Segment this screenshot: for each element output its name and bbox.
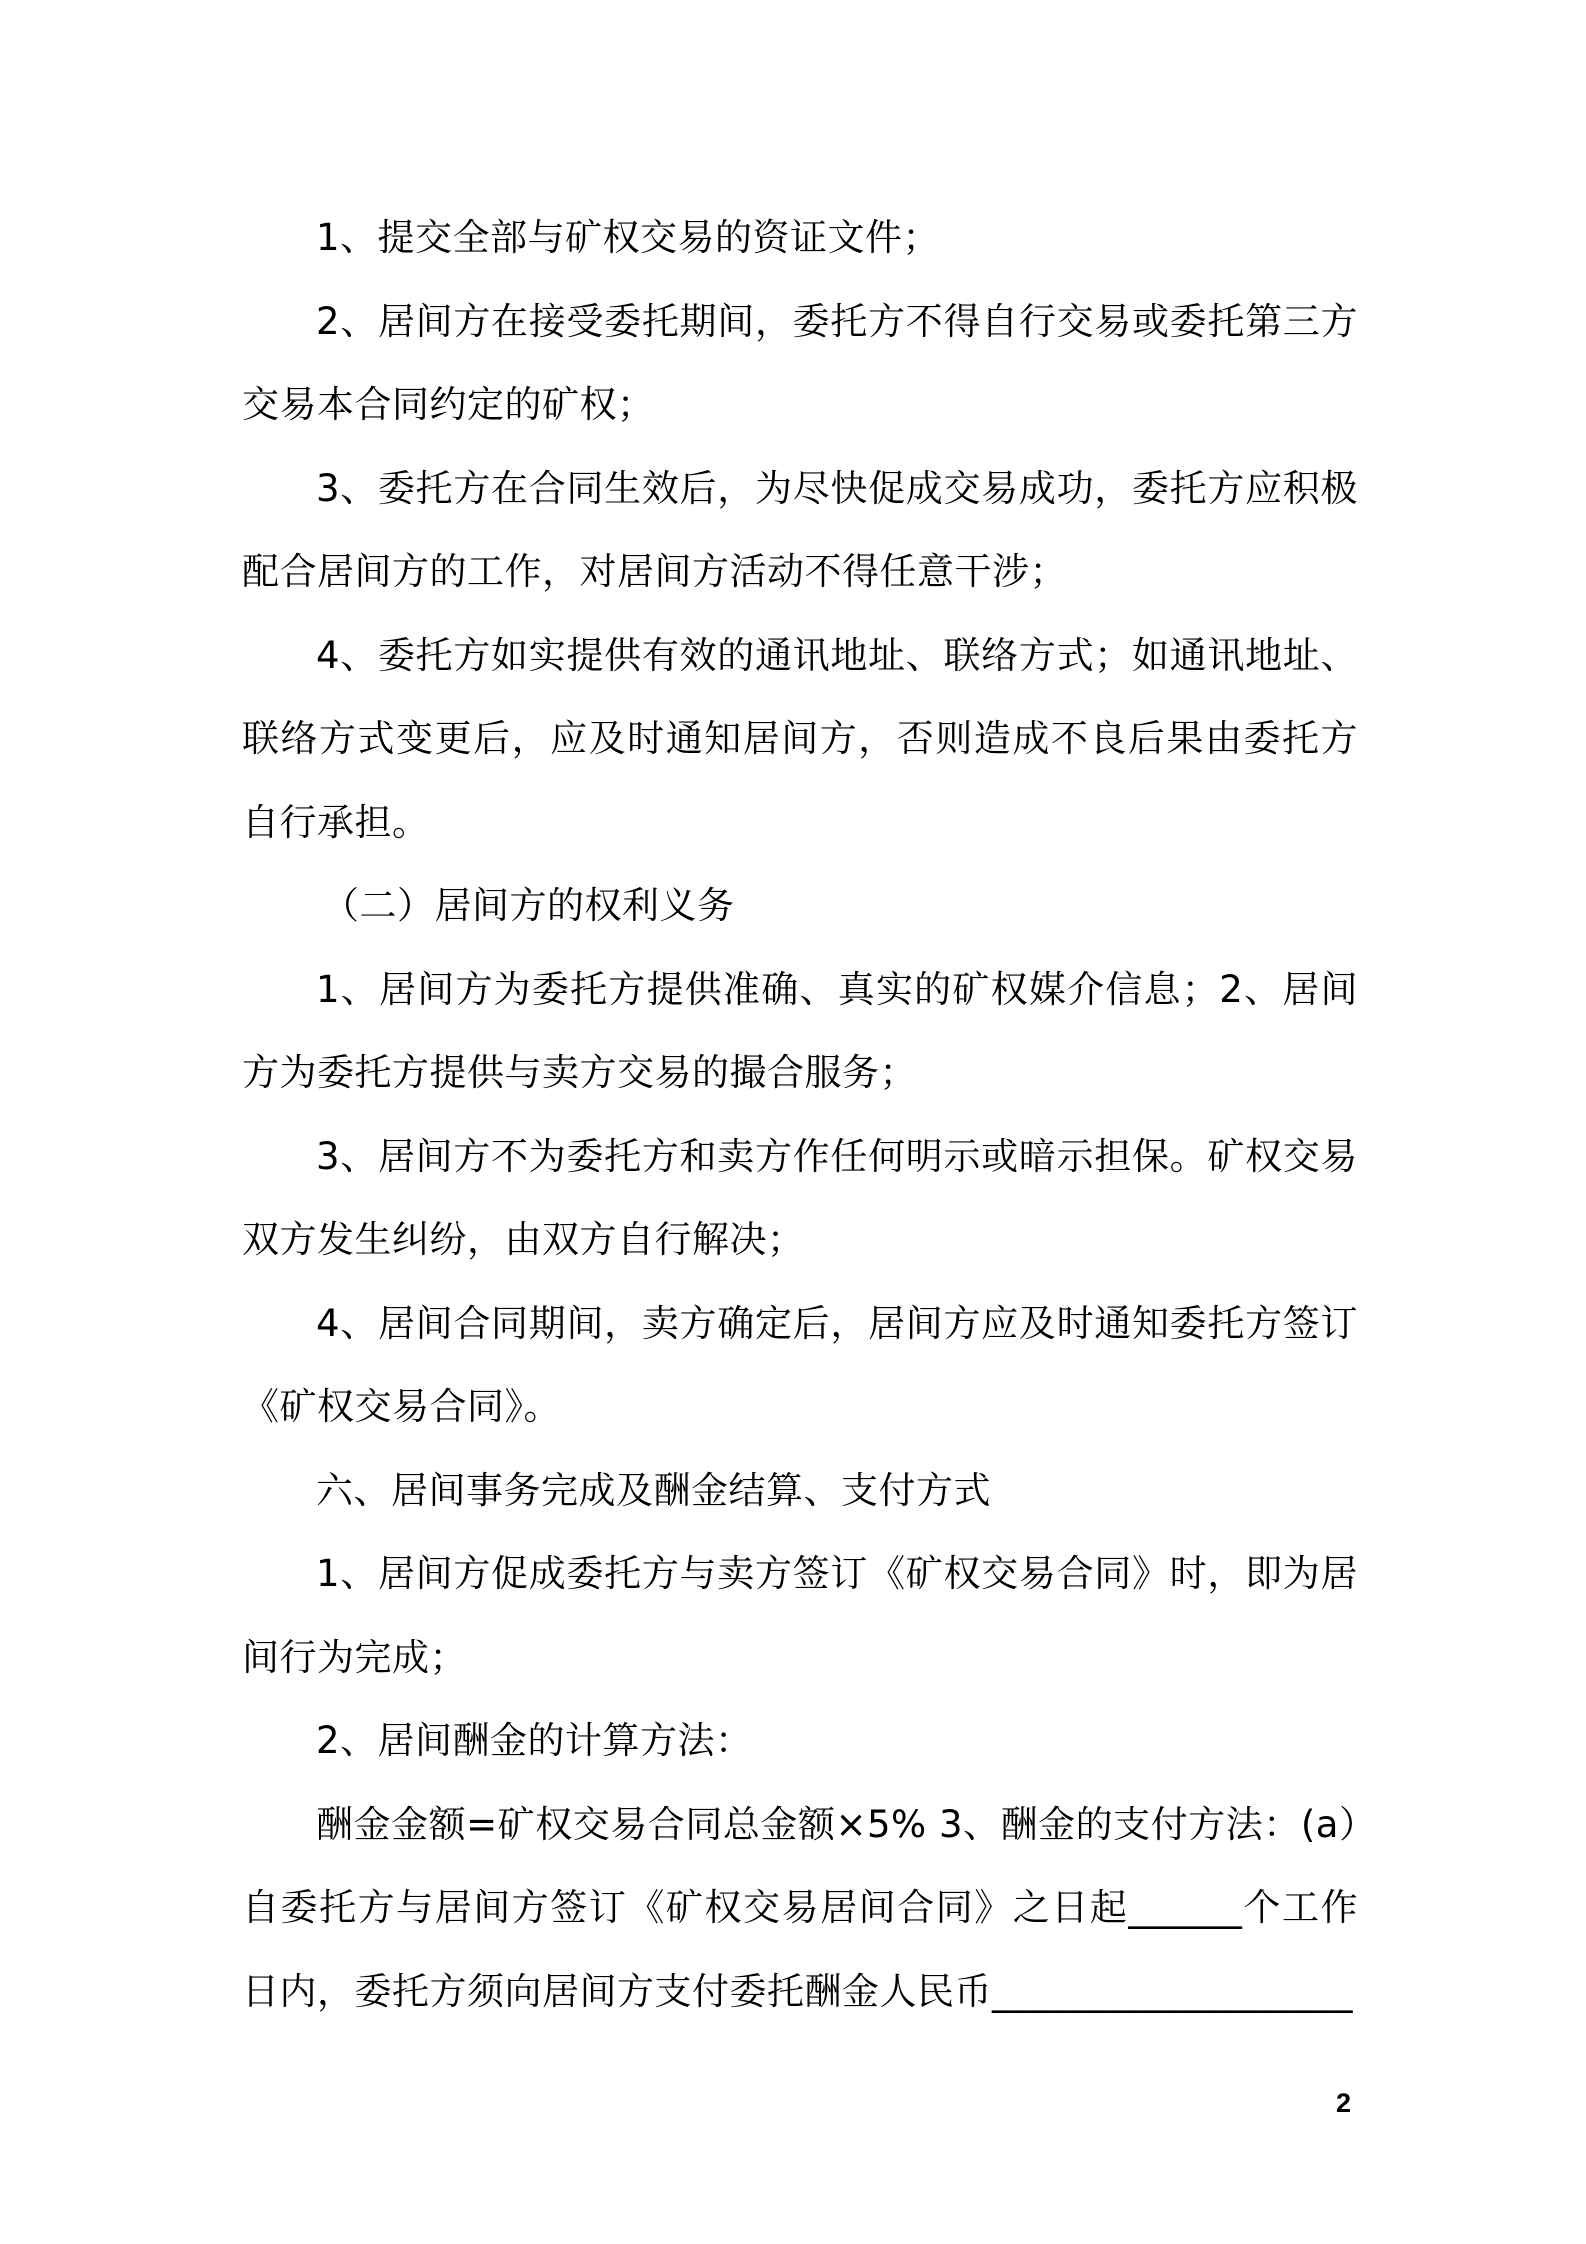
document-body — [242, 196, 1358, 2033]
paragraph-clause-4: 4、委托方如实提供有效的通讯地址、联络方式；如通讯地址、联络方式变更后，应及时通知居间方，否则造成不良后果由委托方自行承担。 — [242, 633, 1358, 844]
paragraph-completion-clause-2: 2、居间酬金的计算方法： — [316, 1719, 753, 1762]
page-number: 2 — [1336, 2088, 1352, 2118]
paragraph-intermediary-clause-1-2: 1、居间方为委托方提供准确、真实的矿权媒介信息；2、居间方为委托方提供与卖方交易的撮合服务； — [242, 967, 1358, 1094]
paragraph-intermediary-clause-3: 3、居间方不为委托方和卖方作任何明示或暗示担保。矿权交易双方发生纠纷，由双方自行解决； — [242, 1134, 1358, 1261]
paragraph-fee-formula: 酬金金额=矿权交易合同总金额×5% 3、酬金的支付方法：(a）自委托方与居间方签订《矿权交易居间合同》之日起______个工作日内，委托方须向居间方支付委托酬金人民币___________________ — [242, 1802, 1358, 2013]
paragraph-clause-2: 2、居间方在接受委托期间，委托方不得自行交易或委托第三方交易本合同约定的矿权； — [242, 299, 1358, 426]
section-heading-intermediary-rights: （二）居间方的权利义务 — [322, 884, 735, 927]
paragraph-clause-3: 3、委托方在合同生效后，为尽快促成交易成功，委托方应积极配合居间方的工作，对居间方活动不得任意干涉； — [242, 466, 1358, 593]
paragraph-intermediary-clause-4: 4、居间合同期间，卖方确定后，居间方应及时通知委托方签订《矿权交易合同》。 — [242, 1301, 1358, 1428]
paragraph-completion-clause-1: 1、居间方促成委托方与卖方签订《矿权交易合同》时，即为居间行为完成； — [242, 1552, 1358, 1679]
section-heading-completion-payment: 六、居间事务完成及酬金结算、支付方式 — [316, 1468, 991, 1512]
paragraph-clause-1: 1、提交全部与矿权交易的资证文件； — [316, 216, 941, 259]
